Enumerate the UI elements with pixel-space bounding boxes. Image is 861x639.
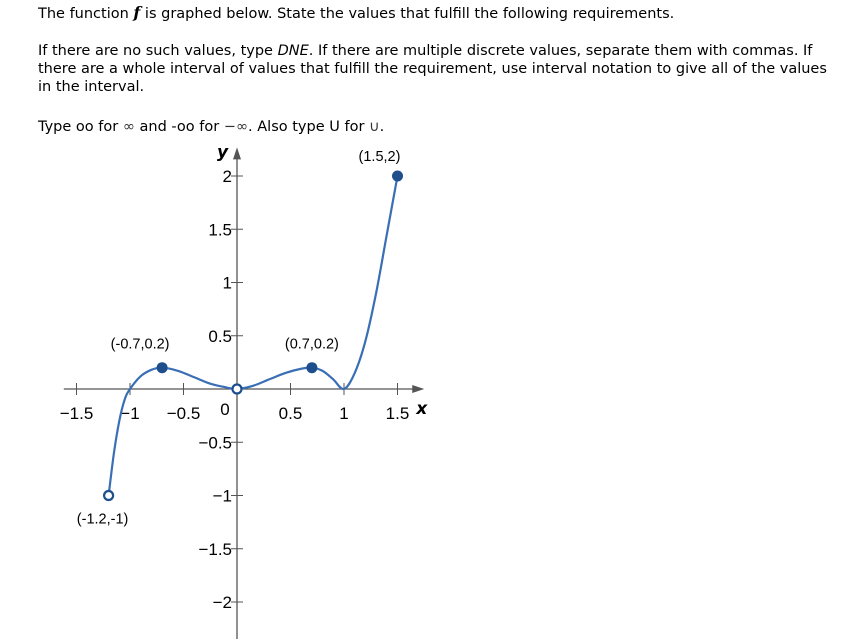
point-label: (0.7,0.2) [284,336,339,353]
union-symbol: ∪ [369,119,380,135]
statement-text-end: is graphed below. State the values that fulfill the following requirements. [140,6,675,22]
x-tick-label: 1.5 [385,404,410,423]
origin-label: 0 [220,400,230,419]
x-tick-label: 1 [339,404,349,423]
closed-point [306,362,317,373]
statement-text-start: The function [38,6,134,22]
negative-infinity-symbol: −∞ [223,119,249,135]
y-tick-label: −1.5 [198,539,232,559]
y-axis-label: y [217,142,229,163]
open-point [233,385,242,394]
instructions-text-start: If there are no such values, type [38,43,278,59]
y-axis-arrow [233,147,241,159]
point-label: (-1.2,-1) [76,511,129,528]
notation-text-c: . Also type U for [248,119,370,135]
point-label: (1.5,2) [358,149,401,165]
notation-text-d: . [379,119,385,135]
y-tick-label: −2 [212,593,232,612]
closed-point [157,362,168,373]
function-name: f [133,3,141,22]
y-tick-label: 1 [222,273,232,293]
y-tick-label: 0.5 [208,326,232,346]
infinity-symbol: ∞ [122,119,135,135]
notation-text-a: Type oo for [38,119,123,135]
x-axis-label: x [416,399,428,419]
instructions-text-end: . If there are multiple discrete values, separate them with commas. If there are a whole interval of values that fulfill the requirement, use interval notation to give all of the values in the interval. [38,43,827,95]
y-tick-label: −1 [212,486,232,506]
x-axis-arrow [412,385,424,393]
dne-keyword: DNE [277,43,309,59]
x-tick-label: −0.5 [166,404,201,423]
notation-text-b: and -oo for [134,119,224,135]
closed-point [392,171,403,182]
x-tick-label: −1 [120,404,140,423]
y-tick-label: 2 [222,167,232,186]
x-tick-label: −1.5 [59,404,94,423]
point-label: (-0.7,0.2) [110,336,170,353]
x-tick-label: 0.5 [278,404,303,423]
y-tick-label: −0.5 [198,433,232,453]
y-tick-label: 1.5 [208,220,232,240]
open-point [104,491,113,500]
